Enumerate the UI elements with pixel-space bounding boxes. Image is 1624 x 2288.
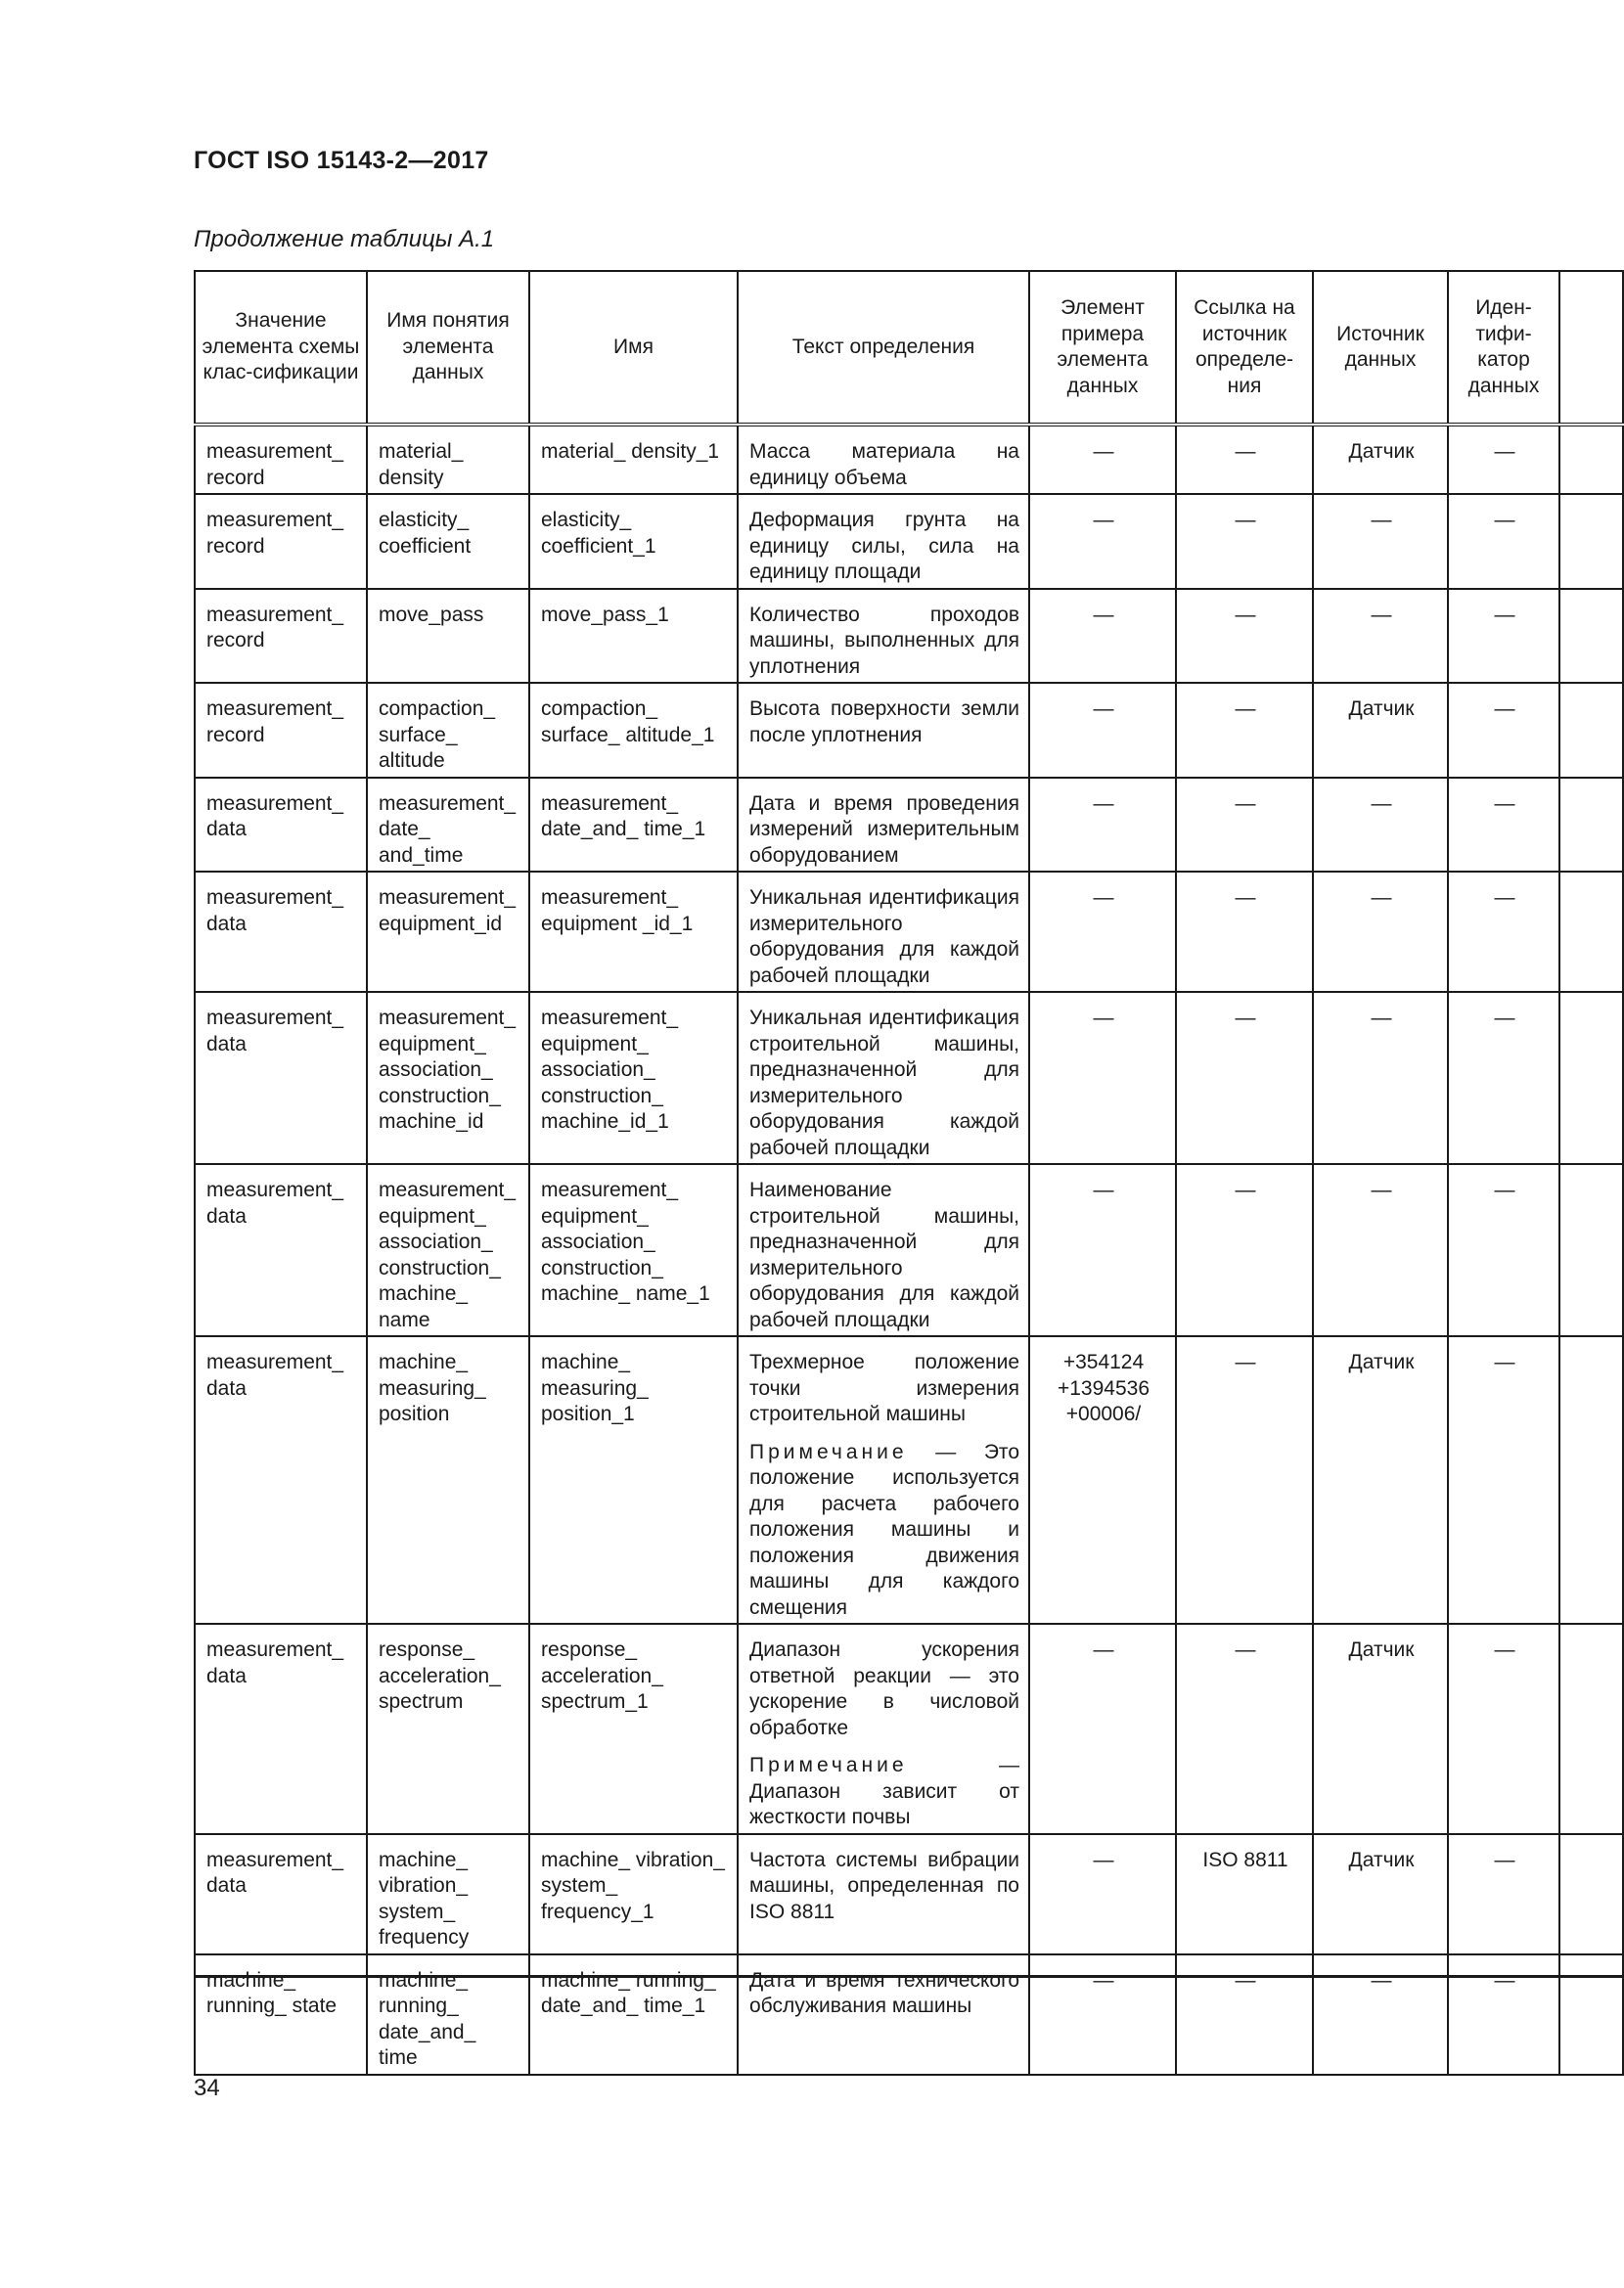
scheme-value-cell: measurement_ data bbox=[195, 1336, 367, 1624]
concept-name-cell: measurement_ equipment_ association_ construction_ machine_ name bbox=[367, 1164, 529, 1336]
continuation-cell bbox=[1559, 992, 1623, 1164]
name-cell: measurement_ equipment _id_1 bbox=[529, 872, 738, 992]
concept-name-cell: move_pass bbox=[367, 589, 529, 684]
definition-cell bbox=[738, 778, 1029, 873]
note-text: — Диапазон зависит от жесткости почвы bbox=[749, 1754, 1019, 1828]
example-cell: — bbox=[1029, 425, 1176, 494]
continuation-cell bbox=[1559, 1834, 1623, 1954]
name-cell: compaction_ surface_ altitude_1 bbox=[529, 683, 738, 778]
table-row bbox=[195, 1834, 1623, 1954]
definition-note bbox=[749, 1440, 1019, 1622]
header-row bbox=[195, 271, 1623, 425]
definition-cell bbox=[738, 589, 1029, 684]
definition-text: Деформация грунта на единицу силы, сила на единицу площади bbox=[749, 509, 1019, 583]
name-cell: move_pass_1 bbox=[529, 589, 738, 684]
data-source-cell: Датчик bbox=[1313, 425, 1448, 494]
continuation-cell bbox=[1559, 1164, 1623, 1336]
table-row bbox=[195, 589, 1623, 684]
column-header: Иден-тифи-катор данных bbox=[1448, 271, 1559, 425]
concept-name-cell: machine_ running_ date_and_ time bbox=[367, 1954, 529, 2075]
scheme-value-cell: measurement_ data bbox=[195, 778, 367, 873]
table-container bbox=[194, 270, 1618, 2069]
column-header: Имя понятия элемента данных bbox=[367, 271, 529, 425]
definition-text: Наименование строительной машины, предназначенной для измерительного оборудования для каждой рабочей площадки bbox=[749, 1179, 1019, 1331]
table-row bbox=[195, 992, 1623, 1164]
table-row bbox=[195, 683, 1623, 778]
source-reference-cell: — bbox=[1176, 992, 1313, 1164]
definition-text: Дата и время технического обслуживания машины bbox=[749, 1968, 1019, 2017]
example-cell: — bbox=[1029, 1624, 1176, 1834]
identifier-cell: — bbox=[1448, 589, 1559, 684]
column-header-continuation bbox=[1559, 271, 1623, 425]
identifier-cell: — bbox=[1448, 1954, 1559, 2075]
scheme-value-cell: measurement_ record bbox=[195, 589, 367, 684]
definition-cell bbox=[738, 1954, 1029, 2075]
definition-text: Трехмерное положение точки измерения строительной машины bbox=[749, 1351, 1019, 1425]
example-cell: — bbox=[1029, 589, 1176, 684]
example-cell: — bbox=[1029, 778, 1176, 873]
concept-name-cell: machine_ measuring_ position bbox=[367, 1336, 529, 1624]
table-row bbox=[195, 425, 1623, 494]
table-row bbox=[195, 1954, 1623, 2075]
name-cell: machine_ vibration_ system_ frequency_1 bbox=[529, 1834, 738, 1954]
definition-cell bbox=[738, 1164, 1029, 1336]
source-reference-cell: — bbox=[1176, 425, 1313, 494]
definition-text: Высота поверхности земли после уплотнения bbox=[749, 697, 1019, 746]
table-caption: Продолжение таблицы А.1 bbox=[194, 226, 495, 252]
definition-text: Уникальная идентификация измерительного оборудования для каждой рабочей площадки bbox=[749, 886, 1019, 987]
scheme-value-cell: measurement_ record bbox=[195, 425, 367, 494]
table-row bbox=[195, 494, 1623, 589]
source-reference-cell: ISO 8811 bbox=[1176, 1834, 1313, 1954]
definition-text: Масса материала на единицу объема bbox=[749, 440, 1019, 489]
data-source-cell: — bbox=[1313, 872, 1448, 992]
column-header: Имя bbox=[529, 271, 738, 425]
definition-cell bbox=[738, 872, 1029, 992]
data-source-cell: Датчик bbox=[1313, 1336, 1448, 1624]
table-row bbox=[195, 1164, 1623, 1336]
name-cell: machine_ measuring_ position_1 bbox=[529, 1336, 738, 1624]
scheme-value-cell: machine_ running_ state bbox=[195, 1954, 367, 2075]
data-source-cell: Датчик bbox=[1313, 683, 1448, 778]
concept-name-cell: measurement_ date_ and_time bbox=[367, 778, 529, 873]
continuation-cell bbox=[1559, 589, 1623, 684]
identifier-cell: — bbox=[1448, 778, 1559, 873]
name-cell: material_ density_1 bbox=[529, 425, 738, 494]
identifier-cell: — bbox=[1448, 872, 1559, 992]
note-text: — Это положение используется для расчета рабочего положения машины и положения движения машины для каждого смещения bbox=[749, 1440, 1019, 1619]
continuation-cell bbox=[1559, 683, 1623, 778]
column-header: Ссылка на источник определе-ния bbox=[1176, 271, 1313, 425]
continuation-cell bbox=[1559, 1336, 1623, 1624]
identifier-cell: — bbox=[1448, 1336, 1559, 1624]
identifier-cell: — bbox=[1448, 1164, 1559, 1336]
page-number: 34 bbox=[194, 2075, 220, 2101]
identifier-cell: — bbox=[1448, 1834, 1559, 1954]
concept-name-cell: elasticity_ coefficient bbox=[367, 494, 529, 589]
definition-text: Количество проходов машины, выполненных для уплотнения bbox=[749, 603, 1019, 678]
column-header: Источник данных bbox=[1313, 271, 1448, 425]
definition-cell bbox=[738, 1624, 1029, 1834]
concept-name-cell: measurement_ equipment_ association_ construction_ machine_id bbox=[367, 992, 529, 1164]
source-reference-cell: — bbox=[1176, 494, 1313, 589]
identifier-cell: — bbox=[1448, 683, 1559, 778]
definition-cell bbox=[738, 1834, 1029, 1954]
table-row bbox=[195, 1624, 1623, 1834]
identifier-cell: — bbox=[1448, 425, 1559, 494]
concept-name-cell: response_ acceleration_ spectrum bbox=[367, 1624, 529, 1834]
scheme-value-cell: measurement_ data bbox=[195, 1164, 367, 1336]
continuation-cell bbox=[1559, 1624, 1623, 1834]
definition-cell bbox=[738, 992, 1029, 1164]
scheme-value-cell: measurement_ record bbox=[195, 494, 367, 589]
example-cell: — bbox=[1029, 494, 1176, 589]
concept-name-cell: compaction_ surface_ altitude bbox=[367, 683, 529, 778]
column-header: Элемент примера элемента данных bbox=[1029, 271, 1176, 425]
example-cell: — bbox=[1029, 992, 1176, 1164]
data-source-cell: — bbox=[1313, 589, 1448, 684]
name-cell: measurement_ date_and_ time_1 bbox=[529, 778, 738, 873]
example-cell: +354124 +1394536 +00006/ bbox=[1029, 1336, 1176, 1624]
data-source-cell: — bbox=[1313, 1954, 1448, 2075]
example-cell: — bbox=[1029, 872, 1176, 992]
source-reference-cell: — bbox=[1176, 1164, 1313, 1336]
identifier-cell: — bbox=[1448, 1624, 1559, 1834]
table-row bbox=[195, 778, 1623, 873]
identifier-cell: — bbox=[1448, 992, 1559, 1164]
data-source-cell: — bbox=[1313, 494, 1448, 589]
scheme-value-cell: measurement_ data bbox=[195, 1624, 367, 1834]
definition-text: Диапазон ускорения ответной реакции — это ускорение в числовой обработке bbox=[749, 1638, 1019, 1739]
concept-name-cell: measurement_ equipment_id bbox=[367, 872, 529, 992]
scheme-value-cell: measurement_ data bbox=[195, 872, 367, 992]
definition-cell bbox=[738, 1336, 1029, 1624]
source-reference-cell: — bbox=[1176, 589, 1313, 684]
name-cell: elasticity_ coefficient_1 bbox=[529, 494, 738, 589]
name-cell: measurement_ equipment_ association_ construction_ machine_id_1 bbox=[529, 992, 738, 1164]
definition-text: Уникальная идентификация строительной машины, предназначенной для измерительного оборудования каждой рабочей площадки bbox=[749, 1007, 1019, 1159]
scheme-value-cell: measurement_ data bbox=[195, 1834, 367, 1954]
name-cell: machine_ running_ date_and_ time_1 bbox=[529, 1954, 738, 2075]
document-code: ГОСТ ISO 15143-2—2017 bbox=[194, 147, 489, 174]
source-reference-cell: — bbox=[1176, 1336, 1313, 1624]
data-source-cell: — bbox=[1313, 1164, 1448, 1336]
definition-cell bbox=[738, 494, 1029, 589]
definition-cell bbox=[738, 425, 1029, 494]
source-reference-cell: — bbox=[1176, 1624, 1313, 1834]
data-elements-table bbox=[194, 270, 1624, 2076]
example-cell: — bbox=[1029, 1164, 1176, 1336]
column-header: Текст определения bbox=[738, 271, 1029, 425]
continuation-cell bbox=[1559, 778, 1623, 873]
name-cell: measurement_ equipment_ association_ construction_ machine_ name_1 bbox=[529, 1164, 738, 1336]
identifier-cell: — bbox=[1448, 494, 1559, 589]
table-row bbox=[195, 872, 1623, 992]
source-reference-cell: — bbox=[1176, 778, 1313, 873]
example-cell: — bbox=[1029, 1954, 1176, 2075]
data-source-cell: — bbox=[1313, 778, 1448, 873]
data-source-cell: Датчик bbox=[1313, 1834, 1448, 1954]
source-reference-cell: — bbox=[1176, 683, 1313, 778]
definition-cell bbox=[738, 683, 1029, 778]
note-label: Примечание bbox=[749, 1440, 908, 1463]
data-source-cell: Датчик bbox=[1313, 1624, 1448, 1834]
source-reference-cell: — bbox=[1176, 1954, 1313, 2075]
continuation-cell bbox=[1559, 425, 1623, 494]
concept-name-cell: machine_ vibration_ system_ frequency bbox=[367, 1834, 529, 1954]
example-cell: — bbox=[1029, 1834, 1176, 1954]
column-header: Значение элемента схемы клас-сификации bbox=[195, 271, 367, 425]
definition-note bbox=[749, 1753, 1019, 1831]
continuation-cell bbox=[1559, 494, 1623, 589]
continuation-cell bbox=[1559, 1954, 1623, 2075]
scheme-value-cell: measurement_ data bbox=[195, 992, 367, 1164]
source-reference-cell: — bbox=[1176, 872, 1313, 992]
concept-name-cell: material_ density bbox=[367, 425, 529, 494]
definition-text: Частота системы вибрации машины, определенная по ISO 8811 bbox=[749, 1848, 1019, 1923]
scheme-value-cell: measurement_ record bbox=[195, 683, 367, 778]
table-row bbox=[195, 1336, 1623, 1624]
definition-text: Дата и время проведения измерений измерительным оборудованием bbox=[749, 791, 1019, 867]
name-cell: response_ acceleration_ spectrum_1 bbox=[529, 1624, 738, 1834]
example-cell: — bbox=[1029, 683, 1176, 778]
continuation-cell bbox=[1559, 872, 1623, 992]
note-label: Примечание bbox=[749, 1754, 908, 1776]
data-source-cell: — bbox=[1313, 992, 1448, 1164]
